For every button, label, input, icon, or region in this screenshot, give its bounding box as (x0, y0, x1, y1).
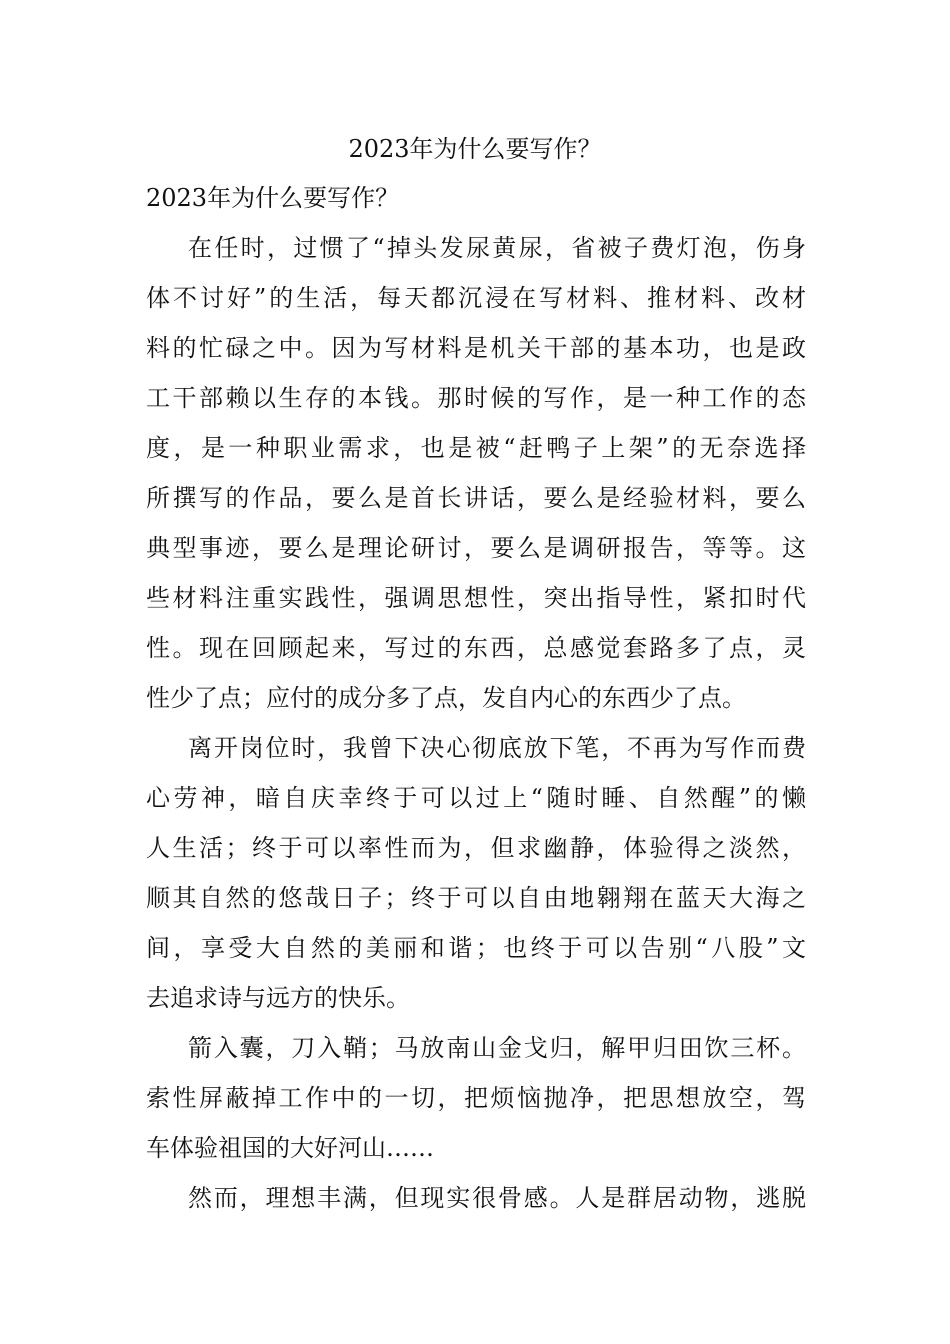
paragraph-line: 度，是一种职业需求，也是被“赶鸭子上架”的无奈选择 (146, 434, 806, 462)
paragraph-line: 性。现在回顾起来，写过的东西，总感觉套路多了点，灵 (146, 634, 806, 662)
paragraph-line: 料的忙碌之中。因为写材料是机关干部的基本功，也是政 (146, 334, 806, 362)
paragraph-line: 典型事迹，要么是理论研讨，要么是调研报告，等等。这 (146, 534, 806, 562)
paragraph-line: 间，享受大自然的美丽和谐；也终于可以告别“八股”文 (146, 934, 806, 962)
paragraph-line: 去追求诗与远方的快乐。 (146, 984, 410, 1012)
paragraph-line: 所撰写的作品，要么是首长讲话，要么是经验材料，要么 (146, 484, 806, 512)
paragraph-line: 人生活；终于可以率性而为，但求幽静，体验得之淡然， (146, 834, 806, 862)
document-title: 2023年为什么要写作？ (348, 135, 602, 163)
paragraph-line: 索性屏蔽掉工作中的一切，把烦恼抛净，把思想放空，驾 (146, 1084, 806, 1112)
paragraph-line: 性少了点；应付的成分多了点，发自内心的东西少了点。 (146, 684, 746, 712)
paragraph-line: 顺其自然的悠哉日子；终于可以自由地翱翔在蓝天大海之 (146, 884, 806, 912)
paragraph-line: 然而，理想丰满，但现实很骨感。人是群居动物，逃脱 (188, 1184, 806, 1212)
paragraph-line: 在任时，过惯了“掉头发尿黄尿，省被子费灯泡，伤身 (188, 234, 806, 262)
paragraph-line: 心劳神，暗自庆幸终于可以过上“随时睡、自然醒”的懒 (146, 784, 806, 812)
paragraph-line: 箭入囊，刀入鞘；马放南山金戈归，解甲归田饮三杯。 (188, 1034, 806, 1062)
paragraph-line: 体不讨好”的生活，每天都沉浸在写材料、推材料、改材 (146, 284, 806, 312)
paragraph-line: 离开岗位时，我曾下决心彻底放下笔，不再为写作而费 (188, 734, 806, 762)
paragraph-line: 工干部赖以生存的本钱。那时候的写作，是一种工作的态 (146, 384, 806, 412)
document-subtitle: 2023年为什么要写作？ (146, 184, 400, 212)
paragraph-line: 些材料注重实践性，强调思想性，突出指导性，紧扣时代 (146, 584, 806, 612)
paragraph-line: 车体验祖国的大好河山…… (146, 1134, 434, 1162)
